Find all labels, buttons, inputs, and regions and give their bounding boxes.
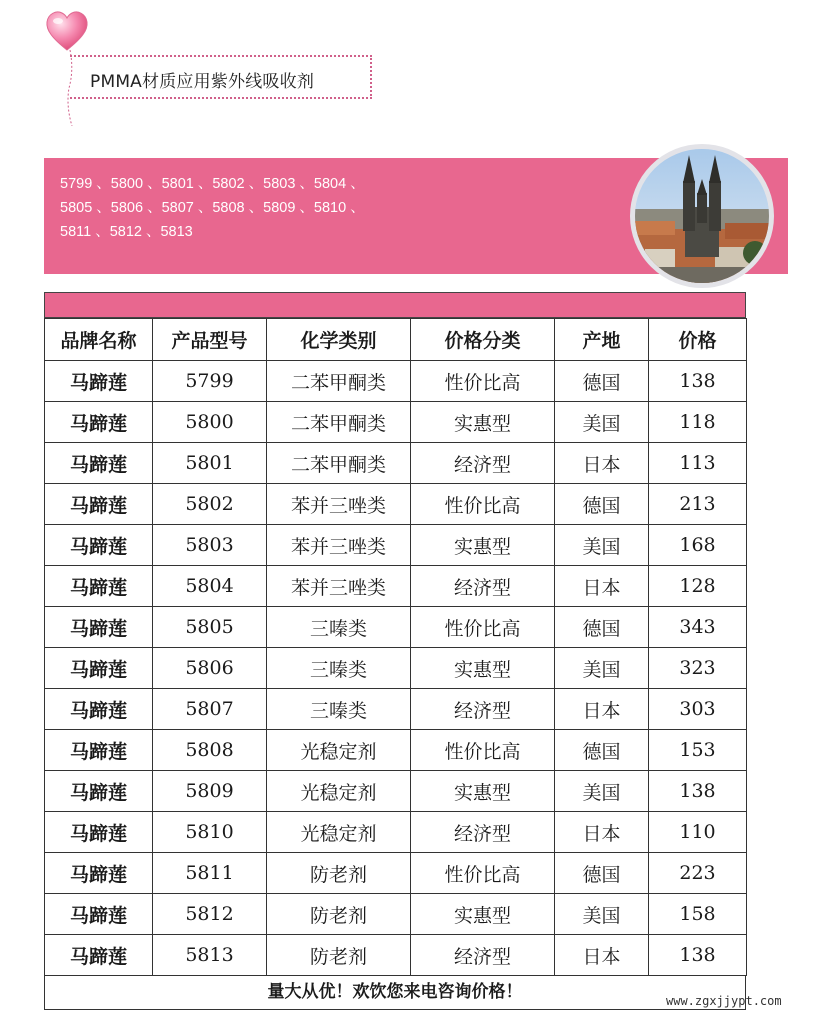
- column-header: 产地: [555, 319, 649, 361]
- table-header-row: [45, 319, 747, 361]
- price-class-cell: 经济型: [411, 689, 555, 730]
- price-class-cell: 经济型: [411, 443, 555, 484]
- price-cell: 223: [649, 853, 747, 894]
- brand-cell: 马蹄莲: [45, 935, 153, 976]
- brand-cell: 马蹄莲: [45, 443, 153, 484]
- price-cell: 168: [649, 525, 747, 566]
- price-cell: 138: [649, 771, 747, 812]
- price-cell: 153: [649, 730, 747, 771]
- model-cell: 5801: [153, 443, 267, 484]
- category-cell: 三嗪类: [267, 648, 411, 689]
- price-class-cell: 经济型: [411, 566, 555, 607]
- brand-cell: 马蹄莲: [45, 361, 153, 402]
- origin-cell: 日本: [555, 935, 649, 976]
- origin-cell: 日本: [555, 443, 649, 484]
- category-cell: 光稳定剂: [267, 812, 411, 853]
- brand-cell: 马蹄莲: [45, 648, 153, 689]
- brand-cell: 马蹄莲: [45, 894, 153, 935]
- model-cell: 5806: [153, 648, 267, 689]
- price-class-cell: 性价比高: [411, 361, 555, 402]
- brand-cell: 马蹄莲: [45, 853, 153, 894]
- table-row: [45, 648, 747, 689]
- column-header: 价格分类: [411, 319, 555, 361]
- category-cell: 三嗪类: [267, 607, 411, 648]
- category-cell: 苯并三唑类: [267, 484, 411, 525]
- model-cell: 5810: [153, 812, 267, 853]
- column-header: 化学类别: [267, 319, 411, 361]
- model-cell: 5809: [153, 771, 267, 812]
- table-body: [45, 361, 747, 976]
- model-cell: 5808: [153, 730, 267, 771]
- origin-cell: 德国: [555, 853, 649, 894]
- table-row: [45, 443, 747, 484]
- category-cell: 光稳定剂: [267, 730, 411, 771]
- origin-cell: 日本: [555, 689, 649, 730]
- title-box: [70, 55, 372, 99]
- model-cell: 5805: [153, 607, 267, 648]
- brand-cell: 马蹄莲: [45, 484, 153, 525]
- price-class-cell: 性价比高: [411, 607, 555, 648]
- origin-cell: 德国: [555, 607, 649, 648]
- price-class-cell: 实惠型: [411, 894, 555, 935]
- product-code-banner: [44, 158, 788, 274]
- brand-cell: 马蹄莲: [45, 607, 153, 648]
- origin-cell: 德国: [555, 484, 649, 525]
- price-class-cell: 性价比高: [411, 730, 555, 771]
- origin-cell: 美国: [555, 771, 649, 812]
- table-row: [45, 402, 747, 443]
- product-code-list: [60, 172, 460, 244]
- model-cell: 5813: [153, 935, 267, 976]
- model-cell: 5799: [153, 361, 267, 402]
- column-header: 价格: [649, 319, 747, 361]
- brand-cell: 马蹄莲: [45, 566, 153, 607]
- table-row: [45, 771, 747, 812]
- model-cell: 5812: [153, 894, 267, 935]
- price-cell: 323: [649, 648, 747, 689]
- category-cell: 苯并三唑类: [267, 566, 411, 607]
- price-cell: 213: [649, 484, 747, 525]
- price-class-cell: 实惠型: [411, 525, 555, 566]
- heart-balloon-icon: [44, 8, 90, 54]
- product-code-line: 5811 、5812 、5813: [60, 224, 193, 240]
- category-cell: 防老剂: [267, 935, 411, 976]
- table-row: [45, 935, 747, 976]
- model-cell: 5804: [153, 566, 267, 607]
- category-cell: 防老剂: [267, 853, 411, 894]
- prague-church-photo: [630, 144, 774, 288]
- price-class-cell: 实惠型: [411, 648, 555, 689]
- column-header: 品牌名称: [45, 319, 153, 361]
- table-row: [45, 484, 747, 525]
- model-cell: 5811: [153, 853, 267, 894]
- origin-cell: 德国: [555, 361, 649, 402]
- table-row: [45, 730, 747, 771]
- model-cell: 5803: [153, 525, 267, 566]
- price-cell: 138: [649, 361, 747, 402]
- price-cell: 158: [649, 894, 747, 935]
- model-cell: 5800: [153, 402, 267, 443]
- brand-cell: 马蹄莲: [45, 771, 153, 812]
- table-row: [45, 361, 747, 402]
- category-cell: 防老剂: [267, 894, 411, 935]
- page-title: PMMA材质应用紫外线吸收剂: [90, 72, 315, 92]
- table-row: [45, 853, 747, 894]
- price-cell: 343: [649, 607, 747, 648]
- price-table: [44, 292, 746, 1010]
- brand-cell: 马蹄莲: [45, 525, 153, 566]
- category-cell: 光稳定剂: [267, 771, 411, 812]
- price-cell: 110: [649, 812, 747, 853]
- price-class-cell: 经济型: [411, 935, 555, 976]
- column-header: 产品型号: [153, 319, 267, 361]
- table-row: [45, 812, 747, 853]
- table-footer-note: 量大从优！欢饮您来电咨询价格！: [44, 976, 746, 1010]
- product-code-line: 5799 、5800 、5801 、5802 、5803 、5804 、: [60, 176, 365, 192]
- brand-cell: 马蹄莲: [45, 689, 153, 730]
- category-cell: 二苯甲酮类: [267, 443, 411, 484]
- table-row: [45, 894, 747, 935]
- price-class-cell: 实惠型: [411, 771, 555, 812]
- origin-cell: 美国: [555, 402, 649, 443]
- category-cell: 二苯甲酮类: [267, 361, 411, 402]
- price-cell: 138: [649, 935, 747, 976]
- price-class-cell: 性价比高: [411, 853, 555, 894]
- table-row: [45, 607, 747, 648]
- origin-cell: 德国: [555, 730, 649, 771]
- category-cell: 三嗪类: [267, 689, 411, 730]
- table-row: [45, 566, 747, 607]
- price-cell: 118: [649, 402, 747, 443]
- origin-cell: 美国: [555, 648, 649, 689]
- brand-cell: 马蹄莲: [45, 402, 153, 443]
- price-class-cell: 经济型: [411, 812, 555, 853]
- price-class-cell: 实惠型: [411, 402, 555, 443]
- origin-cell: 美国: [555, 525, 649, 566]
- category-cell: 二苯甲酮类: [267, 402, 411, 443]
- table-row: [45, 689, 747, 730]
- table-header-bar: [44, 292, 746, 318]
- price-class-cell: 性价比高: [411, 484, 555, 525]
- origin-cell: 日本: [555, 812, 649, 853]
- product-table: [44, 318, 747, 976]
- price-cell: 113: [649, 443, 747, 484]
- table-row: [45, 525, 747, 566]
- brand-cell: 马蹄莲: [45, 730, 153, 771]
- model-cell: 5807: [153, 689, 267, 730]
- brand-cell: 马蹄莲: [45, 812, 153, 853]
- product-code-line: 5805 、5806 、5807 、5808 、5809 、5810 、: [60, 200, 365, 216]
- watermark: www.zgxjjypt.com: [666, 994, 782, 1008]
- model-cell: 5802: [153, 484, 267, 525]
- origin-cell: 美国: [555, 894, 649, 935]
- origin-cell: 日本: [555, 566, 649, 607]
- price-cell: 128: [649, 566, 747, 607]
- category-cell: 苯并三唑类: [267, 525, 411, 566]
- price-cell: 303: [649, 689, 747, 730]
